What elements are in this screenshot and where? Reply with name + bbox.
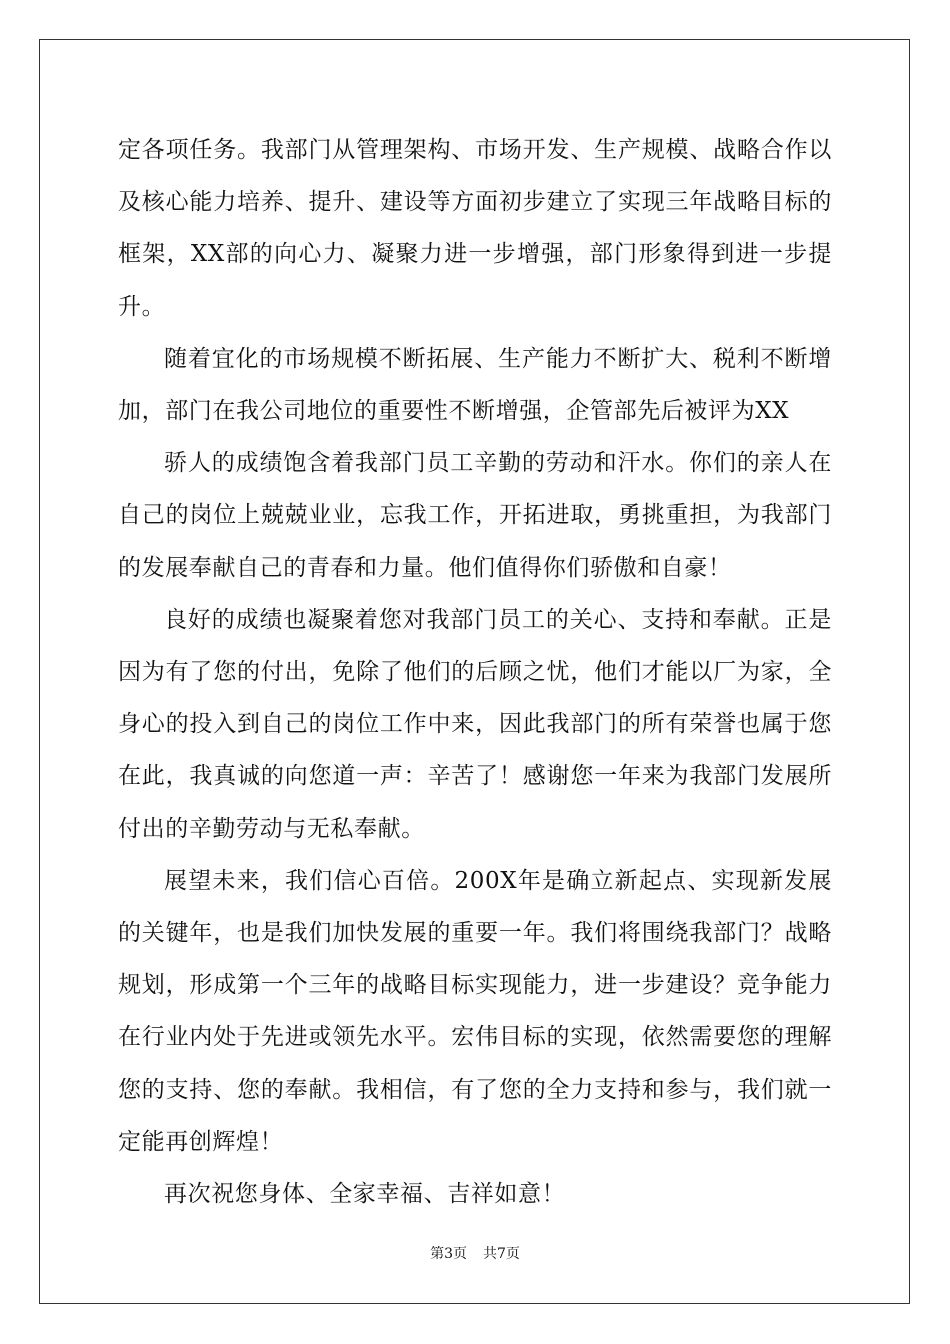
page-number: 第3页 — [430, 1246, 467, 1262]
paragraph: 再次祝您身体、全家幸福、吉祥如意！ — [164, 1181, 566, 1208]
paragraph: 定各项任务。我部门从管理架构、市场开发、生产规模、战略合作以及核心能力培养、提升、建设等方面初步建立了实现三年战略目标的框架，XX部的向心力、凝聚力进一步增强，部门形象得到进一步提升。 — [118, 137, 832, 320]
document-body — [118, 124, 832, 1220]
paragraph: 良好的成绩也凝聚着您对我部门员工的关心、支持和奉献。正是因为有了您的付出，免除了他们的后顾之忧，他们才能以厂为家，全身心的投入到自己的岗位工作中来，因此我部门的所有荣誉也属于您在此，我真诚的向您道一声：辛苦了！感谢您一年来为我部门发展所付出的辛勤劳动与无私奉献。 — [118, 606, 832, 842]
paragraph: 骄人的成绩饱含着我部门员工辛勤的劳动和汗水。你们的亲人在自己的岗位上兢兢业业，忘我工作，开拓进取，勇挑重担，为我部门的发展奉献自己的青春和力量。他们值得你们骄傲和自豪！ — [118, 450, 832, 581]
paragraph: 随着宜化的市场规模不断拓展、生产能力不断扩大、税利不断增加，部门在我公司地位的重要性不断增强，企管部先后被评为XX — [118, 345, 832, 425]
paragraph: 展望未来，我们信心百倍。200X年是确立新起点、实现新发展的关键年，也是我们加快发展的重要一年。我们将围绕我部门？战略规划，形成第一个三年的战略目标实现能力，进一步建设？竞争能力在行业内处于先进或领先水平。宏伟目标的实现，依然需要您的理解您的支持、您的奉献。我相信，有了您的全力支持和参与，我们就一定能再创辉煌！ — [118, 867, 832, 1155]
page-footer — [0, 1243, 950, 1263]
page-total: 共7页 — [483, 1246, 520, 1262]
